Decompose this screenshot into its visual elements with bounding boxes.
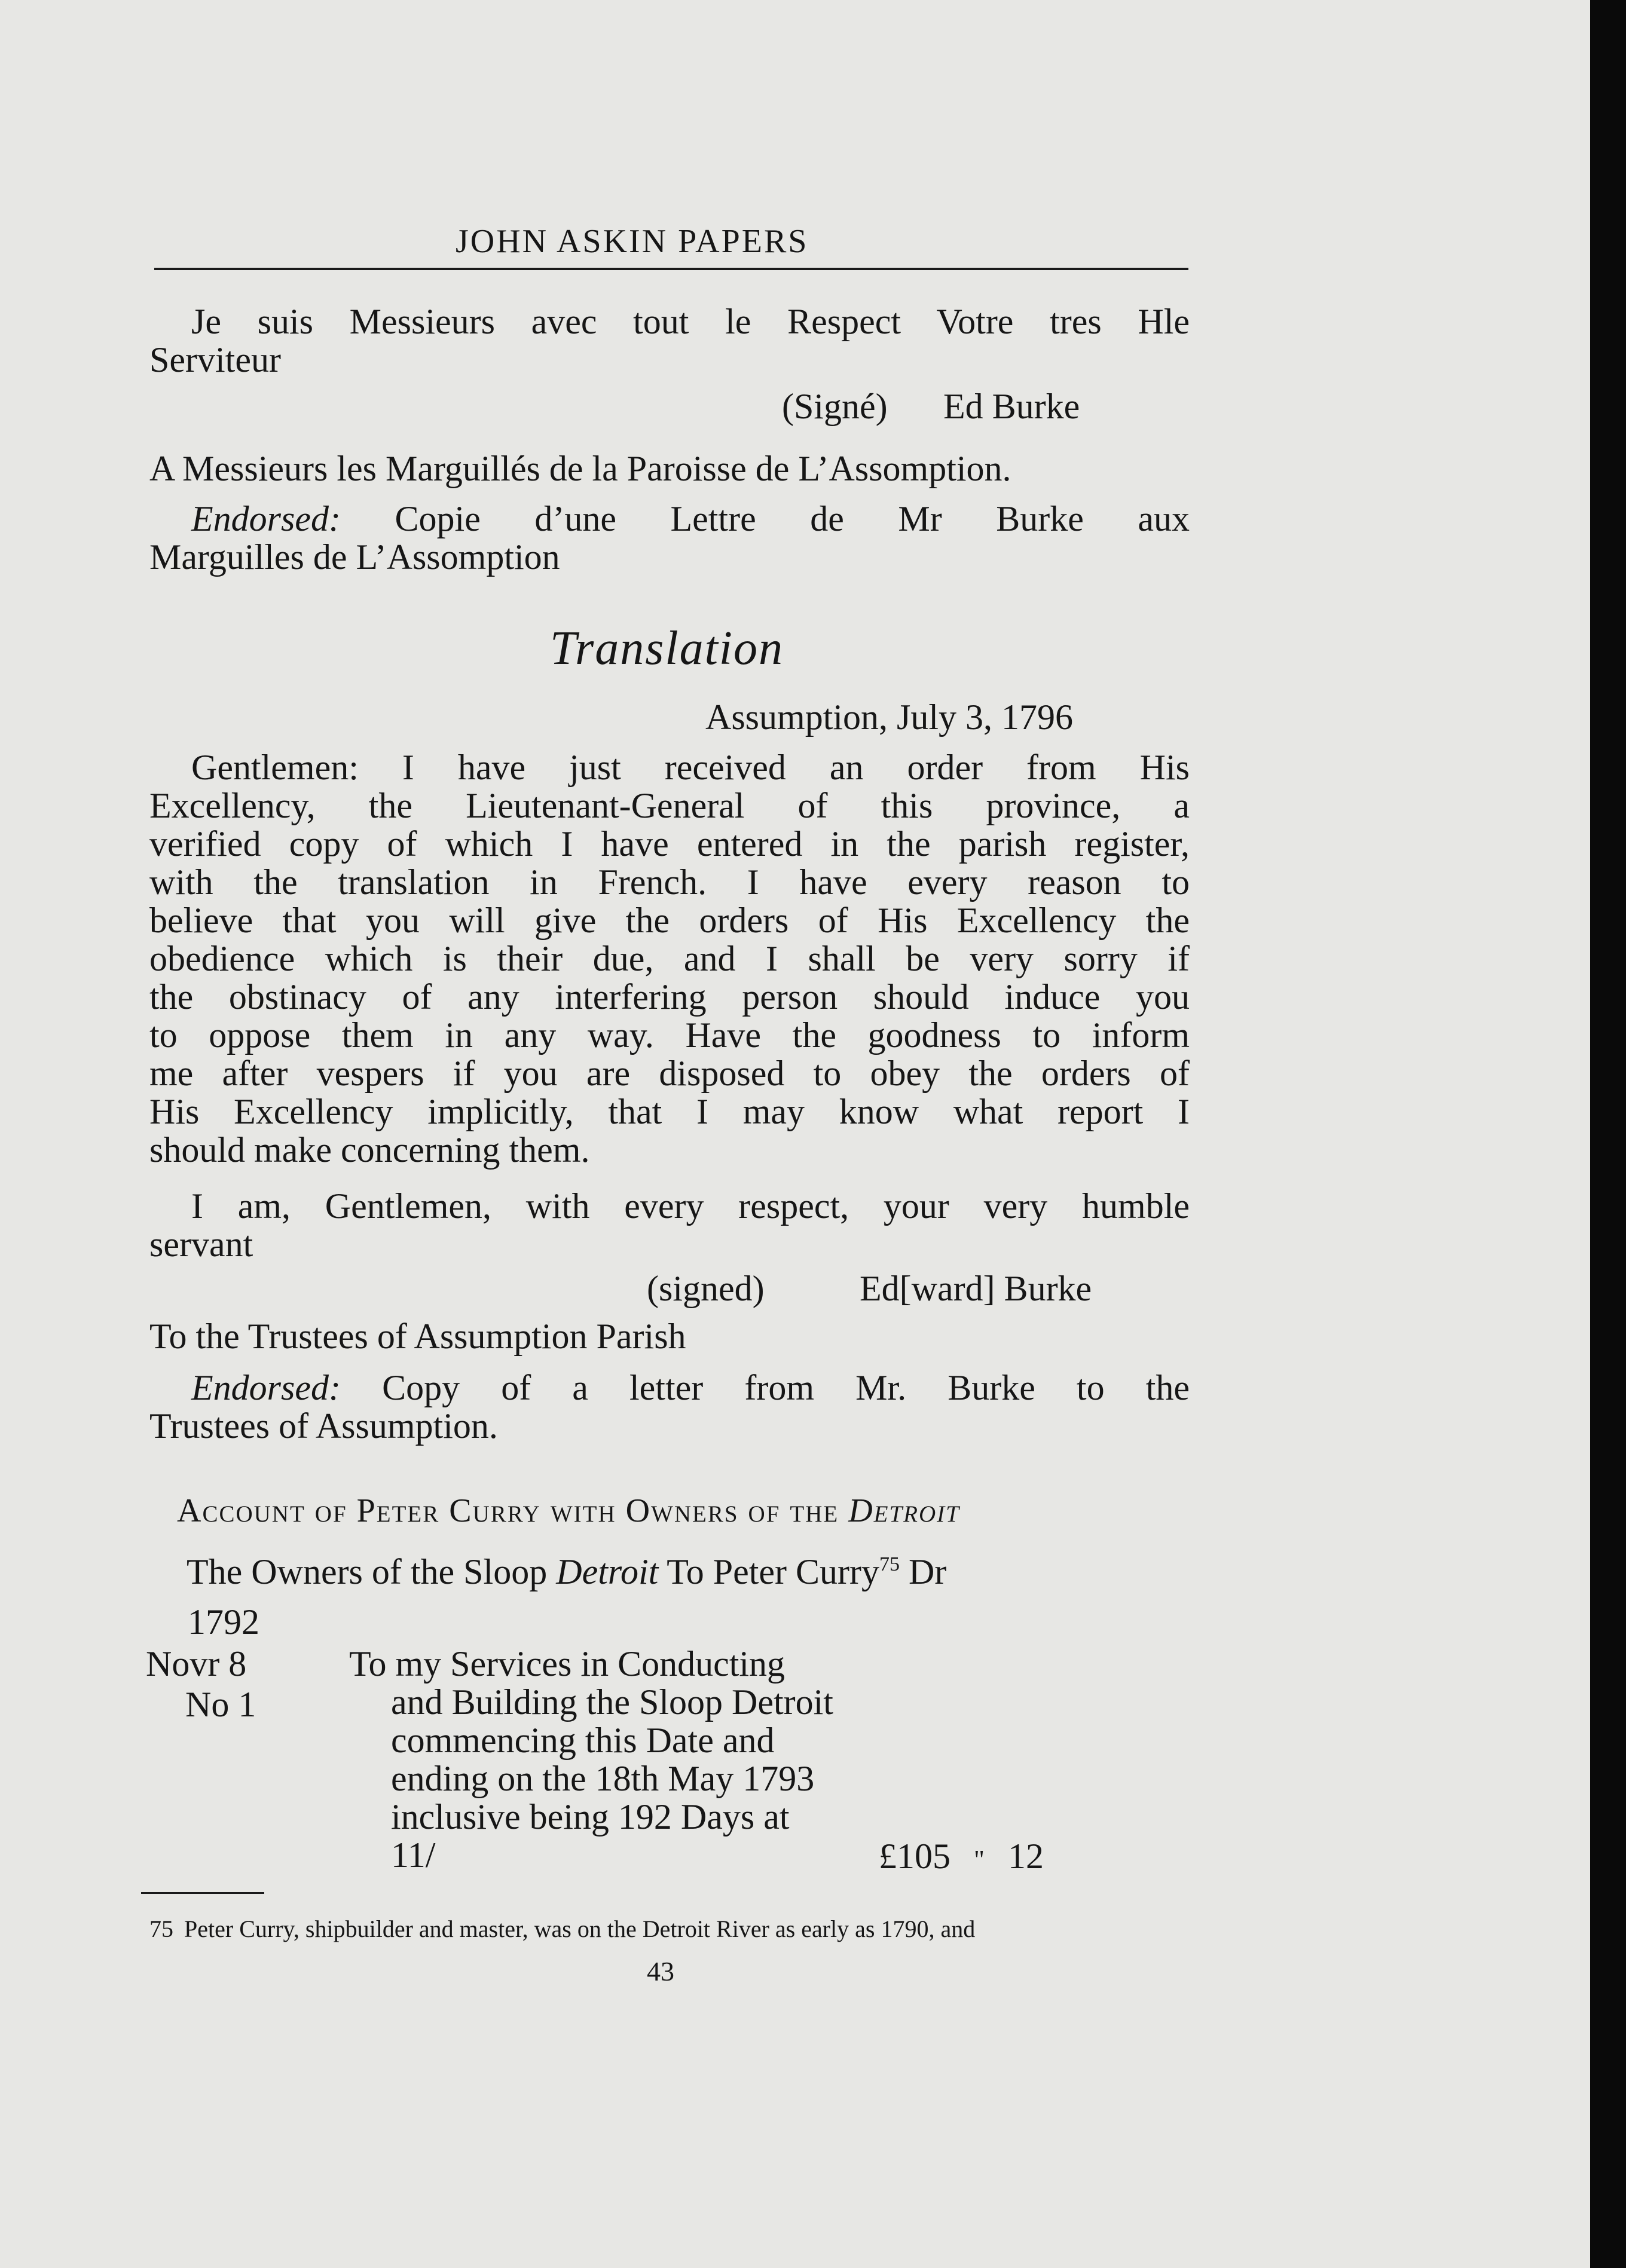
text-line: me after vespers if you are disposed to obey the orders of	[149, 1054, 1190, 1093]
entry-amount	[879, 1836, 1044, 1877]
running-header: JOHN ASKIN PAPERS	[456, 223, 809, 260]
entry-number: No 1	[185, 1685, 256, 1724]
text-line: the obstinacy of any interfering person should induce you	[149, 977, 1190, 1017]
text-line: I am, Gentlemen, with every respect, your very humble	[191, 1186, 1190, 1226]
footnote-number: 75	[149, 1915, 173, 1942]
account-heading-text: Account of Peter Curry with Owners of the	[177, 1492, 839, 1529]
footnote	[149, 1915, 975, 1943]
endorsed-label: Endorsed:	[191, 499, 341, 538]
translation-endorsement	[149, 1369, 1190, 1445]
amount-separator: "	[974, 1845, 985, 1874]
text-line: Serviteur	[149, 340, 281, 379]
text-line: Copy of a letter from Mr. Burke to the	[382, 1368, 1190, 1407]
text-line: His Excellency implicitly, that I may know what report I	[149, 1092, 1190, 1131]
text-line: servant	[149, 1225, 253, 1264]
endorsed-label: Endorsed:	[191, 1368, 341, 1407]
entry-line: To my Services in Conducting	[349, 1644, 786, 1684]
text-line: should make concerning them.	[149, 1130, 590, 1170]
entry-date: Novr 8	[146, 1644, 247, 1684]
translation-heading: Translation	[550, 622, 784, 675]
intro-text: To Peter Curry	[667, 1552, 879, 1591]
text-line: obedience which is their due, and I shall be very sorry if	[149, 939, 1190, 978]
entry-line: commencing this Date and	[391, 1721, 775, 1760]
text-line: to oppose them in any way. Have the goodness to inform	[149, 1015, 1190, 1055]
text-line: To the Trustees of Assumption Parish	[149, 1317, 686, 1356]
text-line: Trustees of Assumption.	[149, 1406, 498, 1446]
french-closing	[149, 302, 1190, 379]
text-line: Gentlemen: I have just received an order from His	[191, 748, 1190, 787]
entry-line: inclusive being 192 Days at	[391, 1797, 790, 1837]
translation-signature: Ed[ward] Burke	[860, 1269, 1092, 1308]
signed-label: (signed)	[647, 1269, 765, 1308]
signe-label: (Signé)	[782, 387, 888, 426]
amount-pounds: £105	[879, 1837, 950, 1876]
account-year: 1792	[188, 1602, 259, 1642]
amount-shillings: 12	[1007, 1837, 1044, 1876]
translation-body	[149, 748, 1190, 1169]
entry-line: ending on the 18th May 1793	[391, 1759, 815, 1798]
french-signature: Ed Burke	[943, 387, 1080, 426]
text-line: with the translation in French. I have every reason to	[149, 862, 1190, 902]
french-endorsement	[149, 500, 1190, 576]
dateline: Assumption, July 3, 1796	[705, 697, 1074, 737]
text-line: Excellency, the Lieutenant-General of this province, a	[149, 786, 1190, 825]
intro-ship: Detroit	[556, 1552, 659, 1591]
translation-address	[149, 1317, 1190, 1355]
translation-closing	[149, 1187, 1190, 1263]
intro-dr: Dr	[908, 1552, 947, 1591]
text-line: Je suis Messieurs avec tout le Respect Votre tres Hle	[191, 302, 1190, 341]
entry-line: and Building the Sloop Detroit	[391, 1682, 833, 1722]
text-line: Marguilles de L’Assomption	[149, 537, 560, 577]
entry-description	[349, 1645, 833, 1874]
footnote-rule	[141, 1892, 264, 1894]
footnote-ref: 75	[879, 1553, 900, 1575]
page-number: 43	[647, 1956, 674, 1987]
intro-text: The Owners of the Sloop	[187, 1552, 548, 1591]
entry-line: 11/	[391, 1835, 436, 1875]
account-heading	[177, 1492, 960, 1530]
text-line: believe that you will give the orders of His Excellency the	[149, 901, 1190, 940]
header-rule	[154, 268, 1188, 270]
text-line: verified copy of which I have entered in the parish register,	[149, 824, 1190, 864]
french-address	[149, 449, 1190, 488]
footnote-text: Peter Curry, shipbuilder and master, was on the Detroit River as early as 1790, and	[184, 1915, 976, 1942]
text-line: Copie d’une Lettre de Mr Burke aux	[395, 499, 1190, 538]
account-intro	[187, 1551, 946, 1593]
text-line: A Messieurs les Marguillés de la Paroisse de L’Assomption.	[149, 449, 1011, 488]
account-heading-ship: Detroit	[848, 1492, 960, 1529]
